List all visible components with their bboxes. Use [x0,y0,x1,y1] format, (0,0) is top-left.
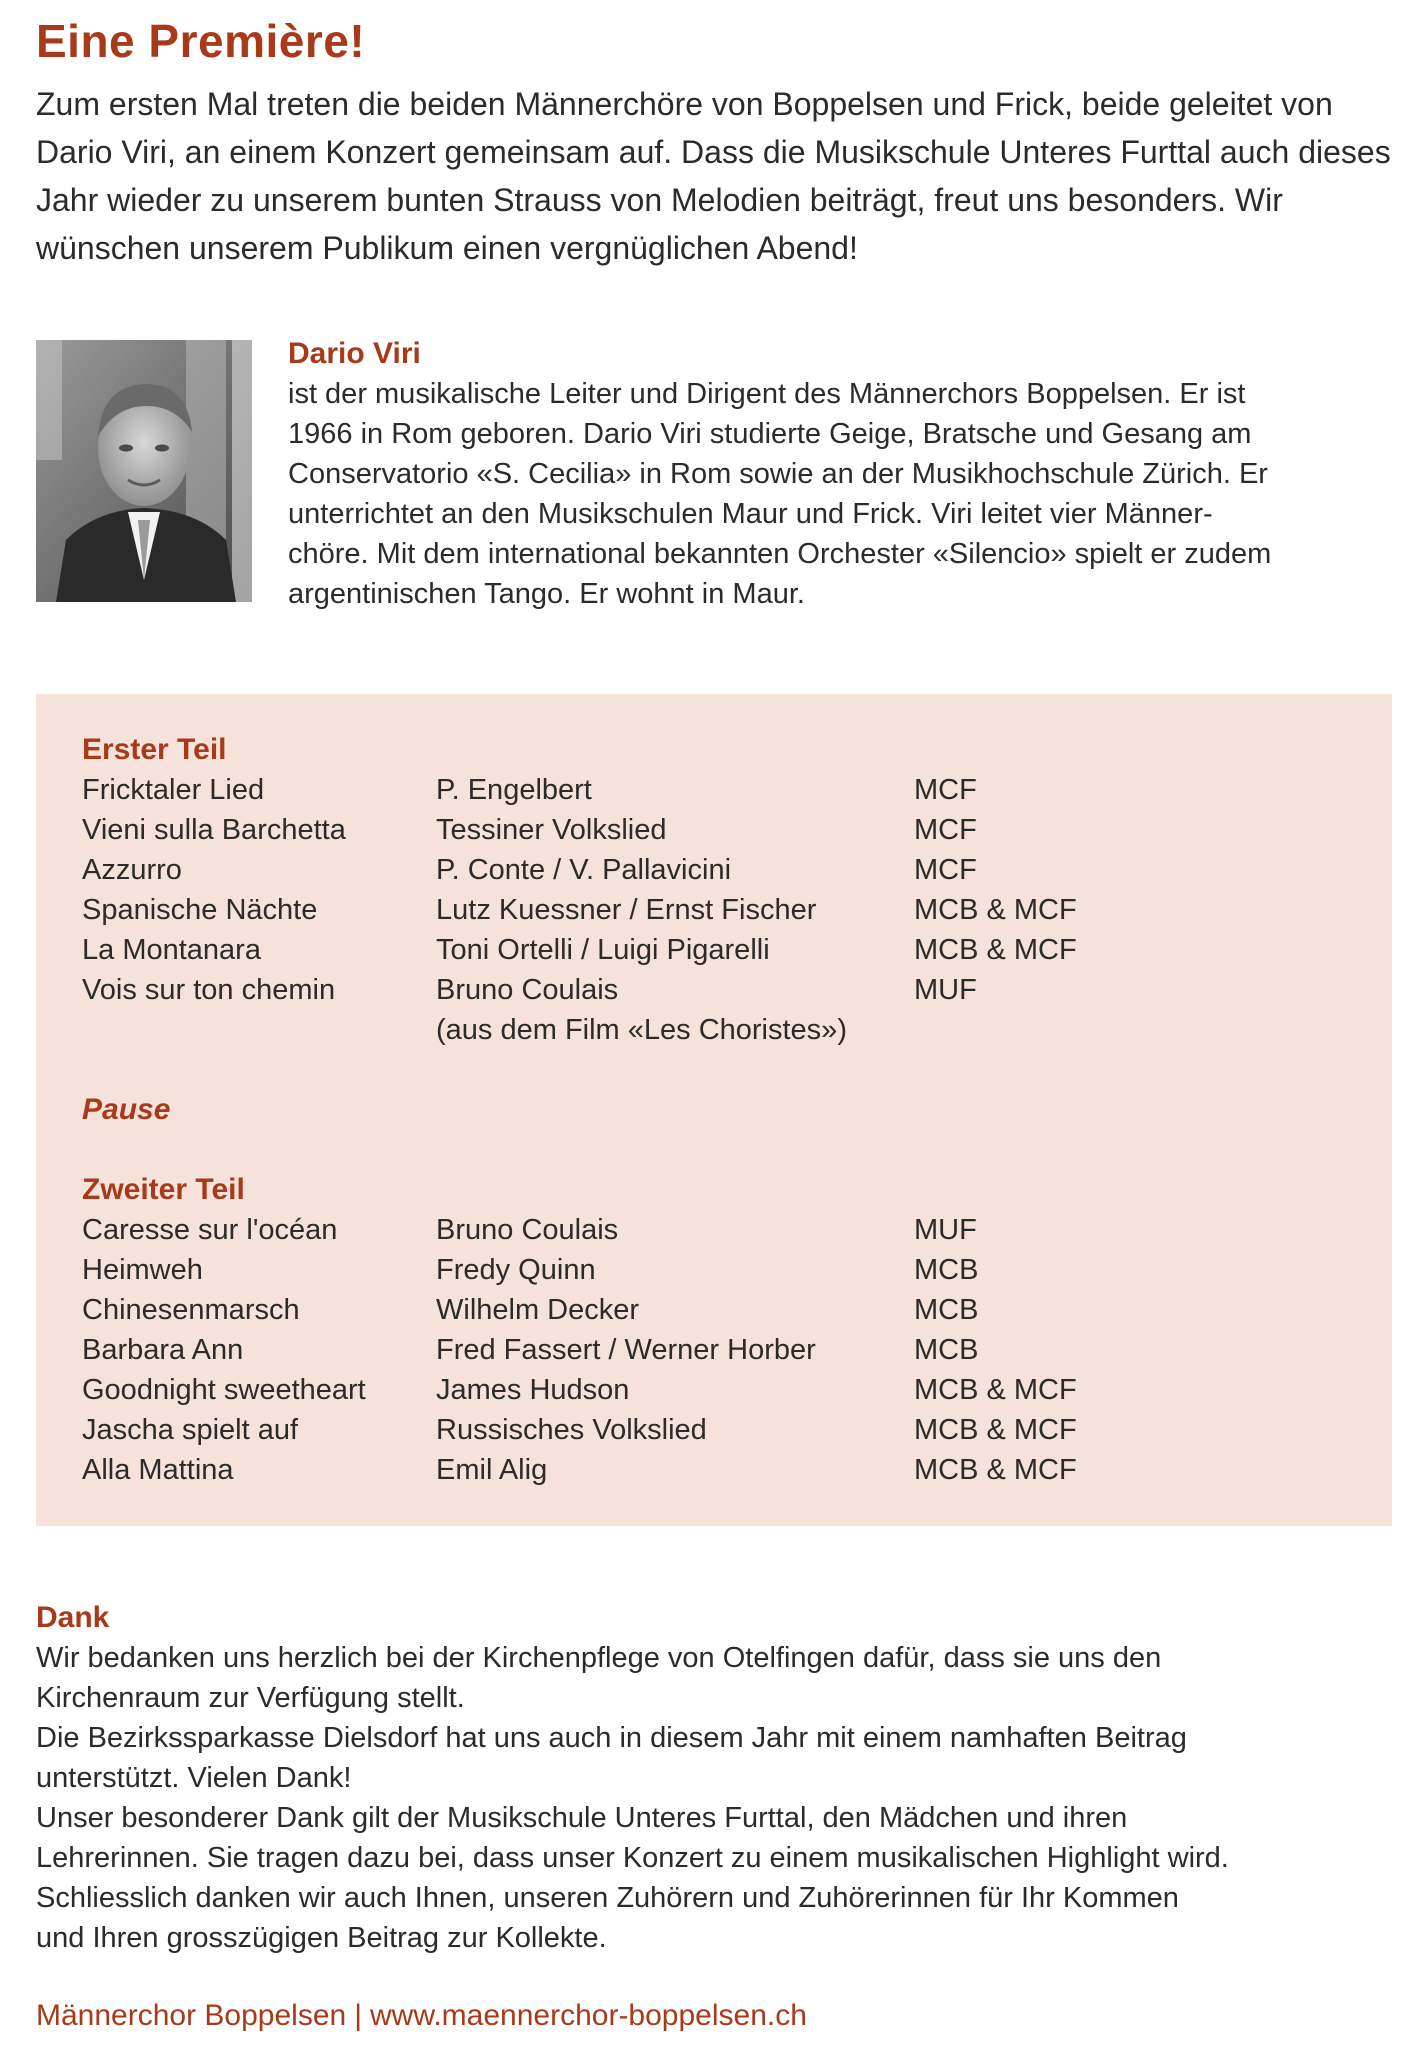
song-choir: MCF [914,854,977,886]
song-title: Goodnight sweetheart [82,1374,366,1406]
program-row [82,1330,1342,1370]
thanks-line: Schliesslich danken wir auch Ihnen, unseren Zuhörern und Zuhörerinnen für Ihr Kommen [36,1882,1179,1914]
program-row [82,970,1342,1010]
program-row [82,1010,1342,1050]
song-choir: MCF [914,774,977,806]
song-composer: P. Conte / V. Pallavicini [436,854,732,886]
song-composer: Toni Ortelli / Luigi Pigarelli [436,934,770,966]
song-composer: Fred Fassert / Werner Horber [436,1334,816,1366]
song-composer: Fredy Quinn [436,1254,596,1286]
song-choir: MCB & MCF [914,1374,1077,1406]
program-row [82,890,1342,930]
program-list [82,730,1342,1490]
song-composer: Bruno Coulais [436,974,619,1006]
song-title: Caresse sur l'océan [82,1214,338,1246]
page-title: Eine Première! [36,15,366,67]
song-choir: MCB & MCF [914,894,1077,926]
song-title: Barbara Ann [82,1334,244,1366]
song-composer: Russisches Volkslied [436,1414,707,1446]
song-choir: MUF [914,1214,977,1246]
song-choir: MCB [914,1294,979,1326]
thanks-title: Dank [36,1601,110,1634]
song-choir [914,1010,1214,1050]
song-choir: MCB [914,1254,979,1286]
program-row [82,810,1342,850]
intro-paragraph: Zum ersten Mal treten die beiden Männerchöre von Boppelsen und Frick, beide geleitet von Dario Viri, an einem Konzert gemeinsam auf. Dass die Musikschule Unteres Furttal auch dieses Jahr wieder zu unserem bunten Strauss von Melodien beiträgt, freut uns besonders. Wir wünschen unserem Publikum einen vergnüglichen Abend! [36,86,1391,266]
song-choir: MCB & MCF [914,1454,1077,1486]
thanks-line: Unser besonderer Dank gilt der Musikschule Unteres Furttal, den Mädchen und ihren [36,1802,1128,1834]
footer-org: Männerchor Boppelsen [36,1999,347,2032]
bio-name: Dario Viri [288,337,421,370]
portrait-image [36,340,252,602]
song-title: Chinesenmarsch [82,1294,300,1326]
song-title: La Montanara [82,934,261,966]
program-row [82,1250,1342,1290]
song-choir: MUF [914,974,977,1006]
footer-separator: | [354,1999,362,2032]
song-title: Jascha spielt auf [82,1414,299,1446]
song-title: Vieni sulla Barchetta [82,814,346,846]
song-composer: Bruno Coulais [436,1214,619,1246]
song-title: Azzurro [82,854,182,886]
program-row [82,1450,1342,1490]
program-row [82,1410,1342,1450]
program-row [82,1210,1342,1250]
song-title: Fricktaler Lied [82,774,265,806]
thanks-line: Die Bezirkssparkasse Dielsdorf hat uns auch in diesem Jahr mit einem namhaften Beitrag [36,1722,1187,1754]
program-row [82,1370,1342,1410]
program-row [82,930,1342,970]
bio-line: unterrichtet an den Musikschulen Maur und Frick. Viri leitet vier Männer- [288,498,1213,530]
footer [36,1996,807,2036]
song-title [82,1010,436,1050]
song-composer: James Hudson [436,1374,630,1406]
part-one-title: Erster Teil [82,733,227,766]
thanks-line: Wir bedanken uns herzlich bei der Kirchenpflege von Otelfingen dafür, dass sie uns den [36,1642,1162,1674]
program-box [36,694,1392,1526]
program-row [82,770,1342,810]
bio-line: chöre. Mit dem international bekannten Orchester «Silencio» spielt er zudem [288,538,1272,570]
program-row [82,1290,1342,1330]
song-choir: MCB & MCF [914,1414,1077,1446]
thanks-line: und Ihren grosszügigen Beitrag zur Kollekte. [36,1922,607,1954]
thanks-line: Lehrerinnen. Sie tragen dazu bei, dass unser Konzert zu einem musikalischen Highlight wird. [36,1842,1229,1874]
song-composer: P. Engelbert [436,774,592,806]
pause-label: Pause [82,1093,171,1126]
bio-section [288,334,1418,614]
song-composer: (aus dem Film «Les Choristes») [436,1014,847,1046]
program-row [82,850,1342,890]
song-composer: Wilhelm Decker [436,1294,640,1326]
song-choir: MCF [914,814,977,846]
song-composer: Tessiner Volkslied [436,814,667,846]
song-title: Spanische Nächte [82,894,318,926]
bio-line: ist der musikalische Leiter und Dirigent des Männerchors Boppelsen. Er ist [288,378,1246,410]
song-choir: MCB & MCF [914,934,1077,966]
thanks-section [36,1598,1396,1958]
footer-url-link[interactable]: www.maennerchor-boppelsen.ch [370,1999,807,2032]
thanks-line: unterstützt. Vielen Dank! [36,1762,352,1794]
bio-line: Conservatorio «S. Cecilia» in Rom sowie an der Musikhochschule Zürich. Er [288,458,1268,490]
song-title: Vois sur ton chemin [82,974,336,1006]
thanks-line: Kirchenraum zur Verfügung stellt. [36,1682,465,1714]
song-title: Heimweh [82,1254,203,1286]
song-composer: Emil Alig [436,1454,548,1486]
song-composer: Lutz Kuessner / Ernst Fischer [436,894,817,926]
part-two-title: Zweiter Teil [82,1173,245,1206]
bio-line: 1966 in Rom geboren. Dario Viri studierte Geige, Bratsche und Gesang am [288,418,1252,450]
song-title: Alla Mattina [82,1454,234,1486]
bio-line: argentinischen Tango. Er wohnt in Maur. [288,578,805,610]
song-choir: MCB [914,1334,979,1366]
portrait-photo [36,340,252,602]
